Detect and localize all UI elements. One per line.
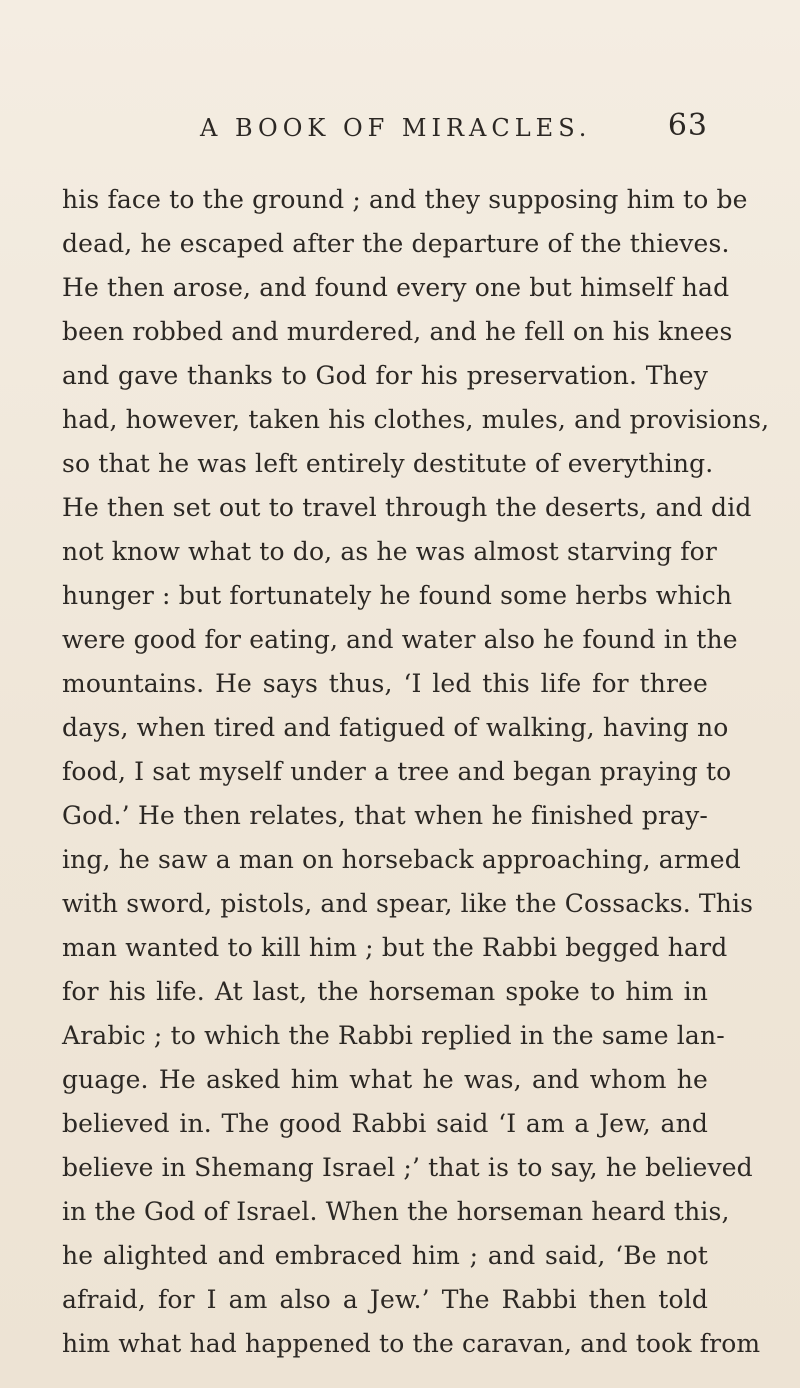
text-line: so that he was left entirely destitute of everything. [62,449,714,478]
text-line: he alighted and embraced him ; and said, ‘Be not [62,1241,708,1270]
text-line: ing, he saw a man on horseback approaching, armed [62,845,741,874]
text-line: his face to the ground ; and they supposing him to be [62,185,748,214]
text-line: afraid, for I am also a Jew.’ The Rabbi then told [62,1285,708,1314]
text-line: him what had happened to the caravan, and took from [62,1329,761,1358]
text-line: food, I sat myself under a tree and began praying to [62,757,732,786]
text-line: guage. He asked him what he was, and whom he [62,1065,708,1094]
page-number: 63 [667,108,708,143]
text-line: hunger : but fortunately he found some herbs which [62,581,733,610]
text-line: with sword, pistols, and spear, like the Cossacks. This [62,889,754,918]
page-header [0,108,800,152]
text-line: believe in Shemang Israel ;’ that is to say, he believed [62,1153,753,1182]
text-line: not know what to do, as he was almost starving for [62,537,717,566]
text-line: in the God of Israel. When the horseman heard this, [62,1197,730,1226]
text-line: had, however, taken his clothes, mules, and provisions, [62,405,770,434]
text-line: and gave thanks to God for his preservation. They [62,361,708,390]
text-line: God.’ He then relates, that when he finished pray- [62,801,708,830]
text-line: for his life. At last, the horseman spoke to him in [62,977,708,1006]
text-line: days, when tired and fatigued of walking, having no [62,713,729,742]
text-line: Arabic ; to which the Rabbi replied in the same lan- [62,1021,725,1050]
text-line: He then arose, and found every one but himself had [62,273,730,302]
text-line: He then set out to travel through the deserts, and did [62,493,752,522]
text-line: mountains. He says thus, ‘I led this life for three [62,669,708,698]
text-line: man wanted to kill him ; but the Rabbi begged hard [62,933,728,962]
text-line: were good for eating, and water also he found in the [62,625,738,654]
text-line: believed in. The good Rabbi said ‘I am a Jew, and [62,1109,708,1138]
text-line: dead, he escaped after the departure of the thieves. [62,229,730,258]
text-line: been robbed and murdered, and he fell on his knees [62,317,733,346]
running-title: A BOOK OF MIRACLES. [200,114,592,142]
